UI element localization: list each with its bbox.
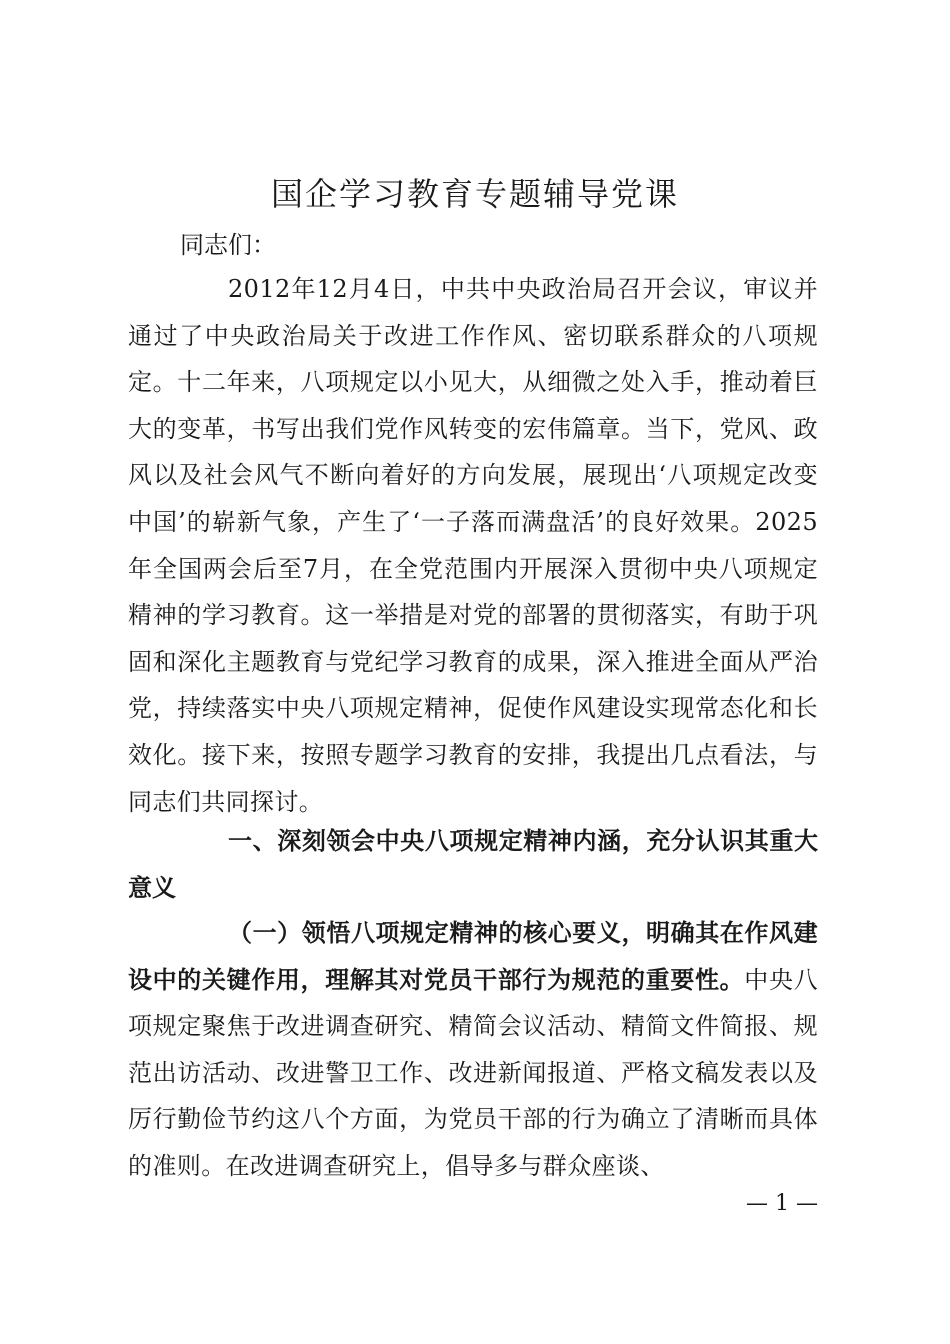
subsection-body: 中央八项规定聚焦于改进调查研究、精简会议活动、精简文件简报、规范出访活动、改进警卫工作、改进新闻报道、严格文稿发表以及厉行勤俭节约这八个方面，为党员干部的行为确立了清晰而具体的准则。在改进调查研究上，倡导多与群众座谈、: [128, 965, 819, 1180]
section-heading-1: 一、深刻领会中央八项规定精神内涵，充分认识其重大意义: [128, 827, 818, 902]
paragraph-subsection-1: [128, 910, 818, 1190]
page-number: — 1 —: [746, 1191, 818, 1216]
subsection-lead: （一）领悟八项规定精神的核心要义，明确其在作风建设中的关键作用，理解其对党员干部行为规范的重要性。: [128, 918, 818, 994]
paragraph-intro: 2012年12月4日，中共中央政治局召开会议，审议并通过了中央政治局关于改进工作作风、密切联系群众的八项规定。十二年来，八项规定以小见大，从细微之处入手，推动着巨大的变革，书写出我们党作风转变的宏伟篇章。当下，党风、政风以及社会风气不断向着好的方向发展，展现出‘八项规定改变中国’的崭新气象，产生了‘一子落而满盘活’的良好效果。2025年全国两会后至7月，在全党范围内开展深入贯彻中央八项规定精神的学习教育。这一举措是对党的部署的贯彻落实，有助于巩固和深化主题教育与党纪学习教育的成果，深入推进全面从严治党，持续落实中央八项规定精神，促使作风建设实现常态化和长效化。接下来，按照专题学习教育的安排，我提出几点看法，与同志们共同探讨。: [128, 275, 818, 816]
salutation: 同志们：: [180, 231, 276, 259]
document-title: 国企学习教育专题辅导党课: [270, 175, 679, 213]
